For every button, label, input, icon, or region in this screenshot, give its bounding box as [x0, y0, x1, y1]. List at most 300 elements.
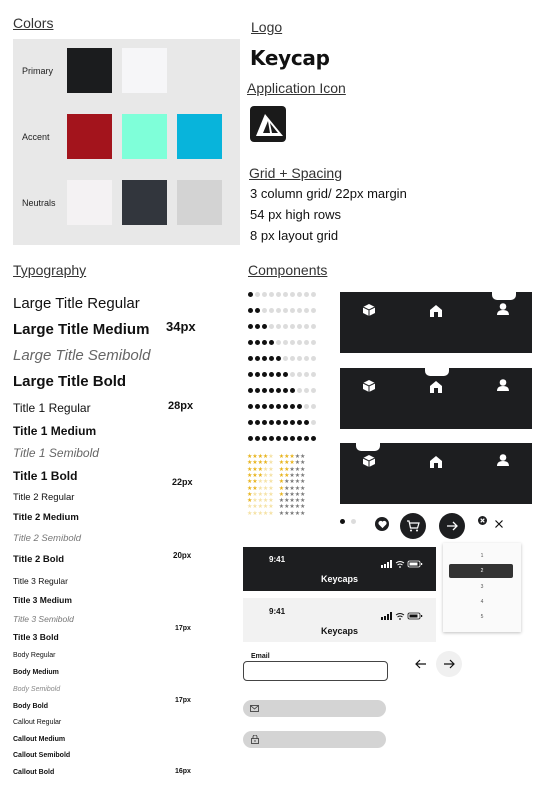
progress-dot-filled: [297, 420, 302, 425]
progress-dot-filled: [269, 404, 274, 409]
progress-dot-filled: [248, 324, 253, 329]
progress-dot-empty: [297, 308, 302, 313]
home-icon[interactable]: [429, 455, 443, 469]
page-dot[interactable]: [351, 519, 356, 524]
picker-option[interactable]: 5: [480, 614, 484, 620]
progress-dot-filled: [255, 340, 260, 345]
type-sample: Large Title Medium: [13, 321, 150, 338]
progress-dot-filled: [304, 420, 309, 425]
progress-dots-row: [248, 420, 316, 425]
type-sample: Large Title Regular: [13, 295, 140, 312]
progress-dot-empty: [255, 292, 260, 297]
cube-icon[interactable]: [362, 454, 376, 468]
star-icon: ★: [268, 466, 274, 473]
lock-icon: [251, 735, 259, 744]
star-icon: ★: [294, 479, 301, 486]
status-bar-indicators: [381, 555, 425, 563]
progress-dot-filled: [262, 324, 267, 329]
progress-dot-empty: [290, 340, 295, 345]
progress-dot-empty: [311, 356, 316, 361]
grid-line: 54 px high rows: [250, 207, 342, 222]
color-swatch: [177, 180, 222, 225]
star-icon: ★: [284, 466, 290, 473]
progress-dot-empty: [276, 308, 281, 313]
color-row-label-accent: Accent: [22, 132, 50, 142]
star-icon: ★: [294, 454, 301, 460]
type-size-label: 17px: [175, 625, 191, 632]
progress-dot-empty: [283, 340, 288, 345]
star-icon: ★: [300, 454, 306, 460]
type-size-label: 22px: [172, 477, 193, 487]
progress-dots-row: [248, 340, 316, 345]
star-icon: ★: [247, 472, 253, 479]
star-icon: ★: [284, 491, 290, 498]
close-icon: [494, 519, 504, 529]
arrow-right-icon: [445, 519, 459, 533]
progress-dot-filled: [255, 388, 260, 393]
progress-dot-filled: [248, 372, 253, 377]
progress-dots-row: [248, 324, 316, 329]
grid-line: 8 px layout grid: [250, 228, 339, 243]
progress-dot-filled: [255, 324, 260, 329]
star-icon: ★: [289, 504, 295, 511]
user-icon[interactable]: [496, 302, 510, 316]
type-sample: Large Title Semibold: [13, 347, 151, 364]
type-sample: Title 1 Bold: [13, 469, 78, 483]
star-icon: ★: [252, 485, 258, 492]
star-icon: ★: [252, 466, 258, 473]
star-icon: ★: [262, 466, 269, 473]
progress-dot-filled: [297, 404, 302, 409]
nav-header-dark: [243, 547, 436, 591]
user-icon[interactable]: [496, 378, 510, 392]
progress-dot-filled: [262, 404, 267, 409]
progress-dot-empty: [311, 404, 316, 409]
color-swatch: [122, 114, 167, 159]
star-icon: ★: [247, 479, 253, 486]
progress-dot-filled: [255, 356, 260, 361]
star-icon: ★: [262, 454, 269, 460]
grid-line: 3 column grid/ 22px margin: [250, 186, 407, 201]
star-icon: ★: [284, 485, 290, 492]
star-icon: ★: [278, 498, 285, 505]
star-icon: ★: [268, 454, 274, 460]
logo-title: Logo: [251, 19, 283, 35]
star-icon: ★: [300, 485, 306, 492]
type-sample: Title 3 Semibold: [13, 614, 74, 624]
type-size-label: 34px: [166, 319, 196, 334]
home-icon[interactable]: [429, 304, 443, 318]
progress-dot-filled: [276, 436, 281, 441]
email-field[interactable]: [243, 661, 388, 681]
colors-panel: [13, 39, 240, 245]
signal-wifi-battery-icon: [381, 612, 425, 620]
star-icon: ★: [268, 491, 274, 498]
type-size-label: 20px: [173, 551, 192, 560]
star-icon: ★: [268, 504, 274, 511]
progress-dot-filled: [283, 436, 288, 441]
tab-bar-variant-3: [340, 443, 532, 504]
color-swatch: [67, 114, 112, 159]
star-icon: ★: [262, 460, 269, 467]
star-icon: ★: [278, 479, 285, 486]
progress-dot-empty: [269, 308, 274, 313]
progress-dot-empty: [297, 340, 302, 345]
star-icon: ★: [294, 472, 301, 479]
type-sample: Title 1 Regular: [13, 401, 91, 415]
star-icon: ★: [257, 504, 263, 511]
progress-dot-empty: [269, 324, 274, 329]
progress-dot-empty: [311, 324, 316, 329]
tab-bar-variant-1: [340, 292, 532, 353]
star-ratings-set: [247, 454, 307, 518]
star-icon: ★: [262, 510, 269, 517]
type-sample: Body Bold: [13, 703, 48, 710]
status-bar-time: 9:41: [269, 555, 286, 564]
cube-icon[interactable]: [362, 303, 376, 317]
progress-dot-filled: [255, 420, 260, 425]
progress-dot-filled: [248, 420, 253, 425]
star-icon: ★: [262, 504, 269, 511]
progress-dot-filled: [304, 436, 309, 441]
progress-dot-filled: [276, 372, 281, 377]
progress-dot-filled: [262, 436, 267, 441]
star-icon: ★: [289, 479, 295, 486]
star-icon: ★: [300, 504, 306, 511]
progress-dot-empty: [304, 324, 309, 329]
star-icon: ★: [252, 498, 258, 505]
star-icon: ★: [300, 498, 306, 505]
star-icon: ★: [278, 472, 285, 479]
progress-dot-filled: [248, 404, 253, 409]
star-icon: ★: [284, 479, 290, 486]
star-icon: ★: [278, 454, 285, 460]
tab-indicator: [492, 292, 516, 300]
color-swatch: [122, 180, 167, 225]
star-icon: ★: [284, 504, 290, 511]
star-icon: ★: [294, 460, 301, 467]
type-size-label: 28px: [168, 400, 194, 412]
email-label: Email: [251, 653, 270, 660]
progress-dot-filled: [269, 372, 274, 377]
type-sample: Title 2 Medium: [13, 512, 79, 523]
star-icon: ★: [247, 491, 253, 498]
progress-dot-empty: [311, 420, 316, 425]
star-icon: ★: [278, 510, 285, 517]
star-icon: ★: [252, 504, 258, 511]
star-icon: ★: [294, 491, 301, 498]
progress-dot-filled: [283, 404, 288, 409]
progress-dot-empty: [290, 324, 295, 329]
type-sample: Title 2 Regular: [13, 492, 75, 503]
type-sample: Title 1 Medium: [13, 424, 97, 438]
signal-wifi-battery-icon: [381, 560, 425, 568]
app-icon-title: Application Icon: [247, 80, 346, 96]
progress-dot-filled: [283, 388, 288, 393]
status-bar-time: 9:41: [269, 607, 286, 616]
star-icon: ★: [247, 504, 253, 511]
star-icon: ★: [278, 504, 285, 511]
star-icon: ★: [262, 485, 269, 492]
star-icon: ★: [268, 479, 274, 486]
progress-dot-filled: [276, 388, 281, 393]
star-icon: ★: [294, 510, 301, 517]
progress-dot-filled: [255, 372, 260, 377]
progress-dot-empty: [311, 308, 316, 313]
star-icon: ★: [262, 472, 269, 479]
star-icon: ★: [278, 466, 285, 473]
star-icon: ★: [252, 454, 258, 460]
type-sample: Body Regular: [13, 652, 56, 659]
type-sample: Callout Medium: [13, 736, 66, 743]
color-swatch: [67, 48, 112, 93]
star-icon: ★: [257, 472, 263, 479]
progress-dot-empty: [262, 292, 267, 297]
star-icon: ★: [247, 498, 253, 505]
star-icon: ★: [262, 491, 269, 498]
cart-button[interactable]: [400, 513, 426, 539]
next-button[interactable]: [439, 513, 465, 539]
type-sample: Body Medium: [13, 669, 59, 676]
home-icon[interactable]: [429, 380, 443, 394]
favorite-button[interactable]: [375, 517, 389, 531]
star-icon: ★: [257, 479, 263, 486]
progress-dot-empty: [290, 356, 295, 361]
progress-dot-filled: [311, 436, 316, 441]
picker-option[interactable]: 3: [480, 584, 484, 590]
progress-dot-empty: [262, 308, 267, 313]
color-swatch: [67, 180, 112, 225]
progress-dot-empty: [297, 356, 302, 361]
type-sample: Title 1 Semibold: [13, 446, 99, 460]
progress-dots-row: [248, 356, 316, 361]
cube-icon[interactable]: [362, 379, 376, 393]
star-icon: ★: [262, 479, 269, 486]
progress-dot-filled: [262, 356, 267, 361]
star-icon: ★: [278, 485, 285, 492]
arrow-left-icon: [414, 657, 428, 671]
progress-dot-filled: [269, 388, 274, 393]
star-icon: ★: [257, 491, 263, 498]
picker-option[interactable]: 4: [480, 599, 484, 605]
progress-dot-empty: [276, 324, 281, 329]
logo-wordmark: Keycap: [250, 46, 330, 70]
progress-dot-empty: [297, 388, 302, 393]
progress-dot-empty: [311, 388, 316, 393]
number-picker[interactable]: [443, 543, 521, 632]
star-icon: ★: [294, 485, 301, 492]
progress-dot-filled: [262, 340, 267, 345]
star-icon: ★: [284, 510, 290, 517]
progress-dots-row: [248, 292, 316, 297]
progress-dot-filled: [269, 356, 274, 361]
user-icon[interactable]: [496, 453, 510, 467]
progress-dot-empty: [290, 372, 295, 377]
star-icon: ★: [278, 460, 285, 467]
star-icon: ★: [300, 491, 306, 498]
star-icon: ★: [300, 466, 306, 473]
progress-dots-row: [248, 436, 316, 441]
type-sample: Title 2 Bold: [13, 554, 65, 565]
progress-dot-filled: [269, 340, 274, 345]
cart-icon: [405, 518, 421, 534]
star-icon: ★: [284, 460, 290, 467]
progress-dot-empty: [304, 308, 309, 313]
star-icon: ★: [257, 466, 263, 473]
star-icon: ★: [257, 485, 263, 492]
progress-dot-filled: [248, 388, 253, 393]
progress-dot-filled: [262, 388, 267, 393]
star-icon: ★: [278, 491, 285, 498]
color-swatch: [122, 48, 167, 93]
progress-dot-filled: [283, 372, 288, 377]
progress-dot-empty: [304, 388, 309, 393]
star-icon: ★: [284, 498, 290, 505]
type-sample: Title 3 Bold: [13, 632, 59, 642]
star-icon: ★: [300, 460, 306, 467]
progress-dot-empty: [304, 340, 309, 345]
progress-dot-empty: [283, 308, 288, 313]
progress-dot-filled: [290, 420, 295, 425]
nav-header-light: [243, 598, 436, 642]
type-sample: Callout Semibold: [13, 752, 71, 759]
status-bar-indicators: [381, 607, 425, 615]
star-icon: ★: [247, 485, 253, 492]
star-icon: ★: [284, 454, 290, 460]
star-icon: ★: [252, 479, 258, 486]
heart-icon: [378, 520, 387, 529]
progress-dot-empty: [283, 324, 288, 329]
star-icon: ★: [268, 498, 274, 505]
page-dot-active[interactable]: [340, 519, 345, 524]
star-icon: ★: [289, 491, 295, 498]
progress-dot-filled: [269, 420, 274, 425]
progress-dot-empty: [283, 356, 288, 361]
progress-dot-filled: [248, 308, 253, 313]
progress-dot-filled: [248, 436, 253, 441]
app-icon: [250, 106, 286, 142]
progress-dot-empty: [311, 372, 316, 377]
forward-button[interactable]: [436, 651, 462, 677]
progress-dot-empty: [290, 292, 295, 297]
star-icon: ★: [268, 510, 274, 517]
star-icon: ★: [300, 510, 306, 517]
star-icon: ★: [294, 466, 301, 473]
progress-dot-empty: [311, 340, 316, 345]
progress-dot-filled: [290, 436, 295, 441]
star-icon: ★: [294, 498, 301, 505]
type-size-label: 16px: [175, 768, 191, 775]
progress-dot-filled: [269, 436, 274, 441]
tab-indicator: [425, 368, 449, 376]
star-icon: ★: [247, 466, 253, 473]
arrow-right-icon: [442, 657, 456, 671]
clear-button[interactable]: [478, 516, 487, 525]
progress-dot-empty: [276, 340, 281, 345]
picker-option-selected[interactable]: 2: [480, 568, 484, 574]
email-pill-input[interactable]: [243, 700, 386, 717]
progress-dot-filled: [248, 292, 253, 297]
star-icon: ★: [289, 498, 295, 505]
star-icon: ★: [289, 485, 295, 492]
star-icon: ★: [252, 472, 258, 479]
password-pill-input[interactable]: [243, 731, 386, 748]
star-icon: ★: [252, 460, 258, 467]
grid-title: Grid + Spacing: [249, 165, 342, 181]
progress-dot-filled: [255, 436, 260, 441]
progress-dot-empty: [290, 308, 295, 313]
star-icon: ★: [257, 498, 263, 505]
progress-dot-empty: [276, 292, 281, 297]
type-sample: Title 3 Medium: [13, 595, 72, 605]
progress-dot-filled: [255, 404, 260, 409]
tab-bar-variant-2: [340, 368, 532, 429]
progress-dot-empty: [283, 292, 288, 297]
progress-dot-filled: [276, 356, 281, 361]
progress-dot-empty: [304, 372, 309, 377]
star-icon: ★: [252, 491, 258, 498]
star-icon: ★: [257, 460, 263, 467]
progress-dot-filled: [262, 372, 267, 377]
page-indicator[interactable]: [340, 519, 356, 524]
close-button[interactable]: [494, 516, 504, 526]
star-icon: ★: [247, 510, 253, 517]
star-icon: ★: [257, 510, 263, 517]
star-icon: ★: [289, 466, 295, 473]
progress-dot-empty: [304, 356, 309, 361]
type-sample: Title 2 Semibold: [13, 533, 82, 544]
star-icon: ★: [289, 472, 295, 479]
star-icon: ★: [300, 472, 306, 479]
colors-title: Colors: [13, 15, 54, 31]
progress-dot-empty: [297, 324, 302, 329]
type-sample: Body Semibold: [13, 686, 61, 693]
progress-dot-filled: [283, 420, 288, 425]
star-icon: ★: [268, 472, 274, 479]
star-icon: ★: [289, 510, 295, 517]
mail-icon: [250, 705, 259, 712]
progress-dots-row: [248, 404, 316, 409]
progress-dots-row: [248, 388, 316, 393]
components-title: Components: [248, 262, 328, 278]
progress-dot-empty: [269, 292, 274, 297]
type-size-label: 17px: [175, 697, 191, 704]
star-icon: ★: [247, 454, 253, 460]
progress-dot-filled: [255, 308, 260, 313]
progress-dot-filled: [276, 420, 281, 425]
progress-dot-filled: [248, 356, 253, 361]
color-row-label-neutrals: Neutrals: [22, 198, 56, 208]
star-icon: ★: [252, 510, 258, 517]
nav-header-title: Keycaps: [320, 626, 359, 636]
progress-dot-filled: [276, 404, 281, 409]
progress-dot-filled: [248, 340, 253, 345]
star-icon: ★: [300, 479, 306, 486]
progress-dot-filled: [262, 420, 267, 425]
back-button[interactable]: [414, 657, 428, 671]
progress-dot-empty: [297, 372, 302, 377]
nav-header-title: Keycaps: [320, 574, 359, 584]
type-sample: Callout Regular: [13, 719, 62, 726]
type-sample: Title 3 Regular: [13, 576, 68, 586]
progress-dot-filled: [290, 388, 295, 393]
progress-dot-empty: [304, 292, 309, 297]
progress-dot-filled: [297, 436, 302, 441]
star-icon: ★: [294, 504, 301, 511]
color-row-label-primary: Primary: [22, 66, 53, 76]
picker-option[interactable]: 1: [480, 553, 484, 559]
progress-dot-empty: [297, 292, 302, 297]
